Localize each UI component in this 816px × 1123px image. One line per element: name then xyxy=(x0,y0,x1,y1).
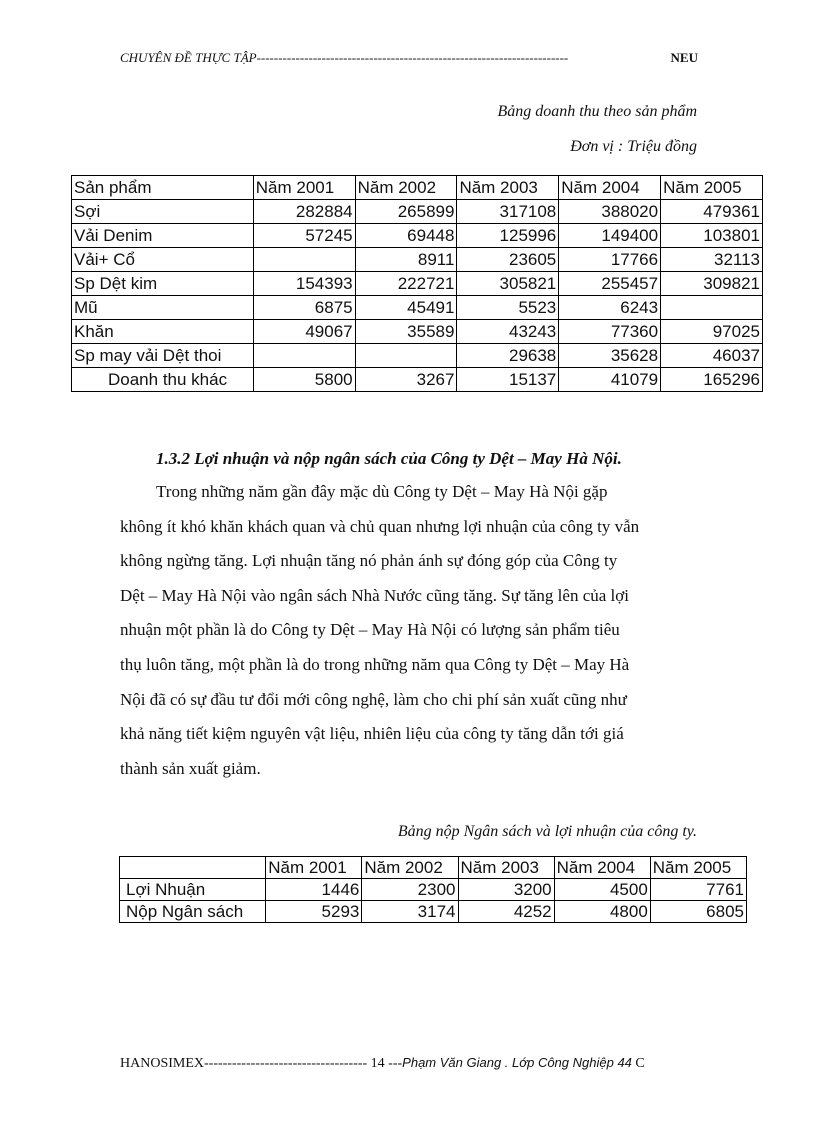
cell: 4500 xyxy=(554,879,650,901)
cell: 45491 xyxy=(355,296,457,320)
paragraph-line: thành sản xuất giảm. xyxy=(120,758,261,778)
table-row xyxy=(120,901,747,923)
table-header-row xyxy=(72,176,763,200)
row-label: Mũ xyxy=(72,296,254,320)
header-cell: Năm 2001 xyxy=(266,857,362,879)
section-title: 1.3.2 Lợi nhuận và nộp ngân sách của Công ty Dệt – May Hà Nội. xyxy=(156,449,622,468)
row-label: Vải Denim xyxy=(72,224,254,248)
cell: 154393 xyxy=(253,272,355,296)
table-row xyxy=(72,272,763,296)
cell: 309821 xyxy=(661,272,763,296)
cell: 2300 xyxy=(362,879,458,901)
cell: 57245 xyxy=(253,224,355,248)
cell: 4252 xyxy=(458,901,554,923)
cell: 32113 xyxy=(661,248,763,272)
paragraph-line: Nội đã có sự đầu tư đổi mới công nghệ, làm cho chi phí sản xuất cũng như xyxy=(120,689,627,709)
table-row xyxy=(72,200,763,224)
table-header-row xyxy=(120,857,747,879)
paragraph-line: không ít khó khăn khách quan và chủ quan nhưng lợi nhuận của công ty vẫn xyxy=(120,516,640,536)
cell: 305821 xyxy=(457,272,559,296)
cell: 7761 xyxy=(650,879,746,901)
header-right: NEU xyxy=(670,50,698,65)
header-cell: Năm 2005 xyxy=(661,176,763,200)
table-row xyxy=(72,344,763,368)
header-title: CHUYÊN ĐỀ THỰC TẬP------------------------------------------------------------------------ xyxy=(120,50,569,65)
cell: 35589 xyxy=(355,320,457,344)
row-label: Sp may vải Dệt thoi xyxy=(72,344,254,368)
cell: 3200 xyxy=(458,879,554,901)
footer-suffix: C xyxy=(631,1056,645,1071)
page-header xyxy=(120,50,698,66)
cell: 265899 xyxy=(355,200,457,224)
cell: 8911 xyxy=(355,248,457,272)
table-row xyxy=(120,879,747,901)
footer-author: Phạm Văn Giang . Lớp Công Nghiệp 44 xyxy=(402,1055,632,1070)
cell: 4800 xyxy=(554,901,650,923)
cell xyxy=(253,248,355,272)
cell: 165296 xyxy=(661,368,763,392)
cell: 103801 xyxy=(661,224,763,248)
cell: 5800 xyxy=(253,368,355,392)
header-cell: Năm 2003 xyxy=(457,176,559,200)
header-cell: Năm 2005 xyxy=(650,857,746,879)
cell: 388020 xyxy=(559,200,661,224)
cell: 17766 xyxy=(559,248,661,272)
paragraph-line: khả năng tiết kiệm nguyên vật liệu, nhiên liệu của công ty tăng dẫn tới giá xyxy=(120,724,624,744)
paragraph-line: nhuận một phần là do Công ty Dệt – May Hà Nội có lượng sản phẩm tiêu xyxy=(120,620,620,640)
table2-caption: Bảng nộp Ngân sách và lợi nhuận của công ty. xyxy=(397,823,697,840)
row-label: Sợi xyxy=(72,200,254,224)
revenue-table xyxy=(71,175,763,392)
header-cell: Năm 2001 xyxy=(253,176,355,200)
row-label: Nộp Ngân sách xyxy=(120,901,266,923)
cell: 3267 xyxy=(355,368,457,392)
table-row xyxy=(72,368,763,392)
cell: 35628 xyxy=(559,344,661,368)
paragraph-line: không ngừng tăng. Lợi nhuận tăng nó phản ánh sự đóng góp của Công ty xyxy=(120,551,618,571)
header-cell: Sản phẩm xyxy=(72,176,254,200)
cell: 5293 xyxy=(266,901,362,923)
header-cell: Năm 2004 xyxy=(554,857,650,879)
footer-left: HANOSIMEX----------------------------------- 14 --- xyxy=(120,1056,403,1071)
cell: 77360 xyxy=(559,320,661,344)
cell: 125996 xyxy=(457,224,559,248)
cell: 69448 xyxy=(355,224,457,248)
cell xyxy=(253,344,355,368)
header-cell: Năm 2003 xyxy=(458,857,554,879)
cell: 15137 xyxy=(457,368,559,392)
paragraph-line: thụ luôn tăng, một phần là do trong những năm qua Công ty Dệt – May Hà xyxy=(120,654,630,674)
header-cell: Năm 2002 xyxy=(355,176,457,200)
row-label: Sp Dệt kim xyxy=(72,272,254,296)
cell: 29638 xyxy=(457,344,559,368)
cell xyxy=(355,344,457,368)
cell: 149400 xyxy=(559,224,661,248)
cell: 6805 xyxy=(650,901,746,923)
paragraph-line: Dệt – May Hà Nội vào ngân sách Nhà Nước cũng tăng. Sự tăng lên của lợi xyxy=(120,585,629,605)
table1-unit: Đơn vị : Triệu đồng xyxy=(570,138,697,155)
cell: 43243 xyxy=(457,320,559,344)
table-row xyxy=(72,224,763,248)
cell: 23605 xyxy=(457,248,559,272)
body-paragraph xyxy=(120,478,698,789)
row-label: Doanh thu khác xyxy=(72,368,254,392)
budget-profit-table xyxy=(119,856,747,923)
cell: 46037 xyxy=(661,344,763,368)
cell: 222721 xyxy=(355,272,457,296)
page-footer xyxy=(120,1055,645,1072)
cell: 255457 xyxy=(559,272,661,296)
row-label: Lợi Nhuận xyxy=(120,879,266,901)
cell xyxy=(661,296,763,320)
cell: 6875 xyxy=(253,296,355,320)
cell: 1446 xyxy=(266,879,362,901)
header-cell xyxy=(120,857,266,879)
paragraph-line: Trong những năm gần đây mặc dù Công ty Dệt – May Hà Nội gặp xyxy=(156,482,608,501)
table-row xyxy=(72,248,763,272)
cell: 41079 xyxy=(559,368,661,392)
table-row xyxy=(72,296,763,320)
header-cell: Năm 2004 xyxy=(559,176,661,200)
cell: 479361 xyxy=(661,200,763,224)
cell: 317108 xyxy=(457,200,559,224)
cell: 5523 xyxy=(457,296,559,320)
cell: 97025 xyxy=(661,320,763,344)
row-label: Vải+ Cổ xyxy=(72,248,254,272)
row-label: Khăn xyxy=(72,320,254,344)
header-cell: Năm 2002 xyxy=(362,857,458,879)
cell: 6243 xyxy=(559,296,661,320)
cell: 3174 xyxy=(362,901,458,923)
table-row xyxy=(72,320,763,344)
cell: 282884 xyxy=(253,200,355,224)
cell: 49067 xyxy=(253,320,355,344)
table1-caption: Bảng doanh thu theo sản phẩm xyxy=(497,103,697,120)
